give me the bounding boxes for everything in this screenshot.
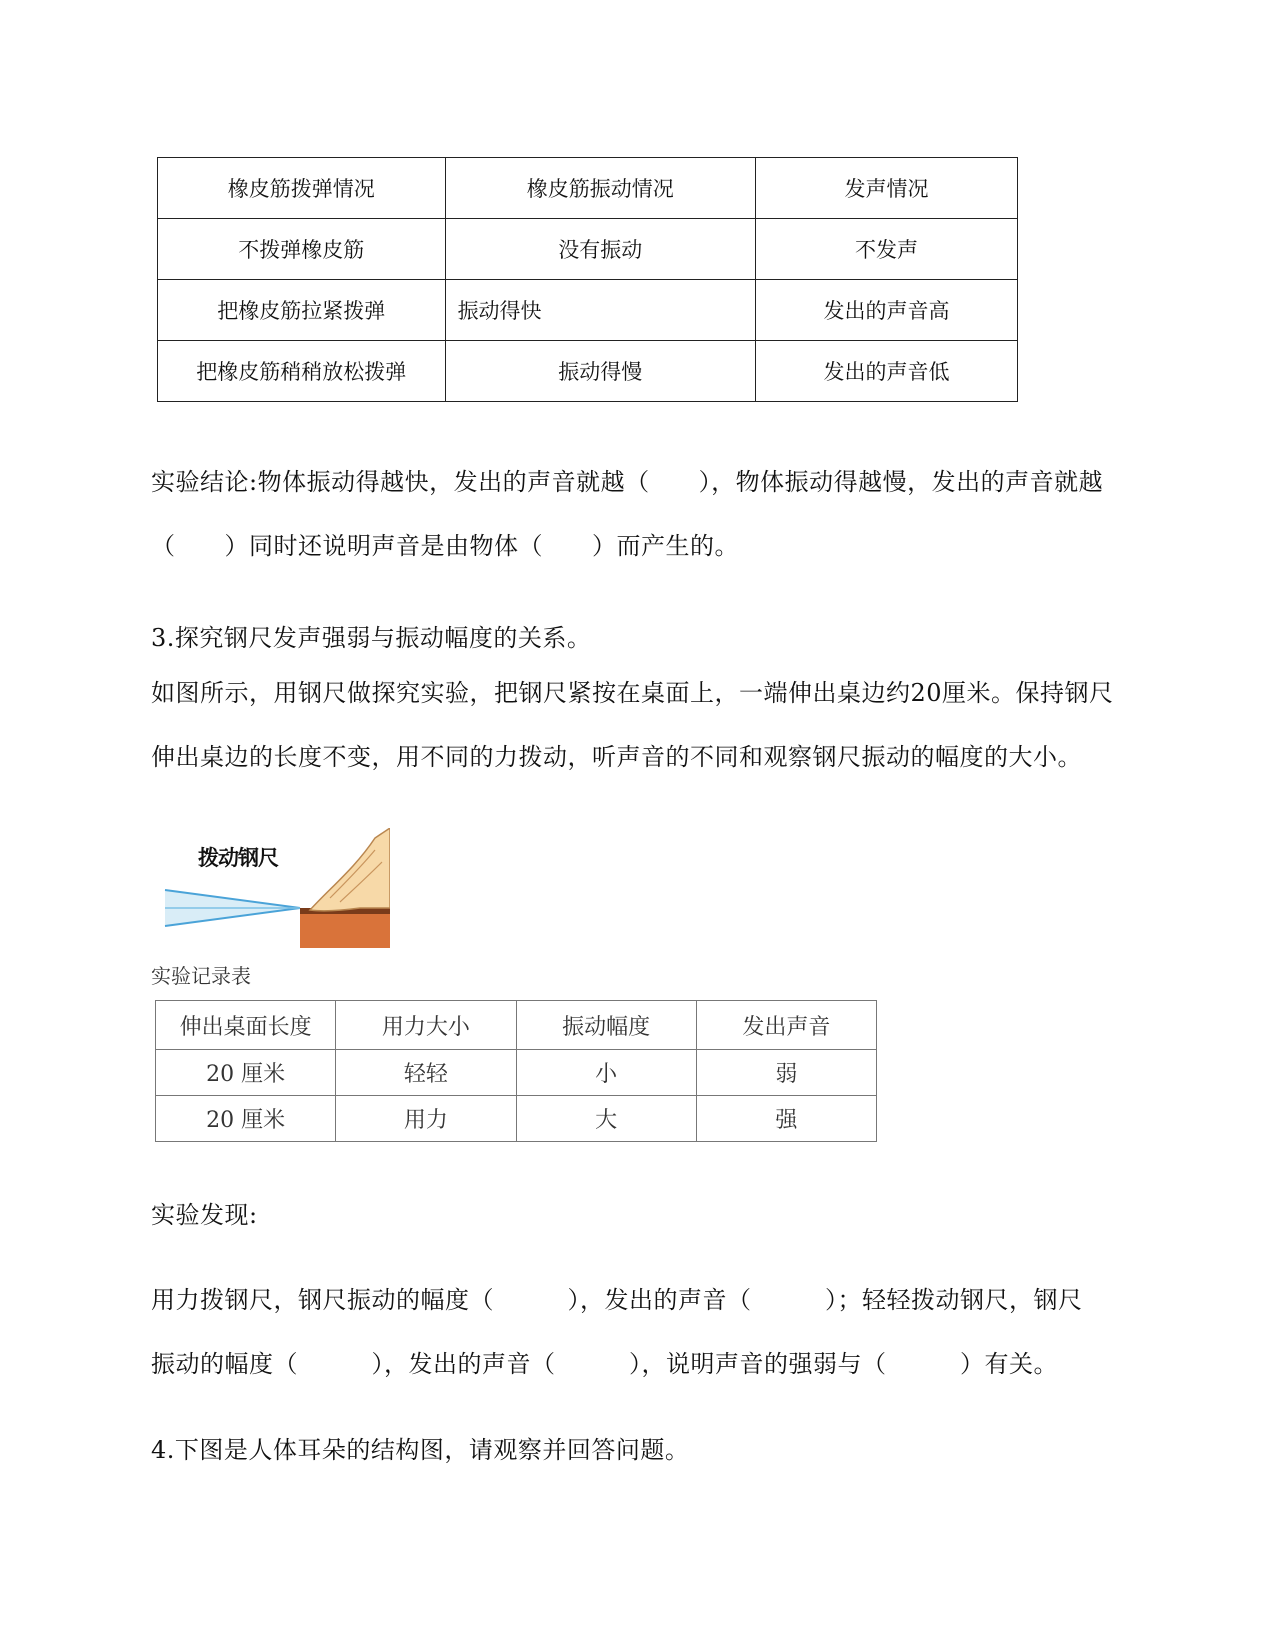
table-cell: 弱 [696,1050,876,1096]
table-cell: 振动得快 [445,280,755,341]
table-header-row [156,1001,877,1050]
table-row [158,280,1018,341]
section4-heading: 4.下图是人体耳朵的结构图，请观察并回答问题。 [151,1436,690,1464]
section3-paragraph-line-1: 如图所示，用钢尺做探究实验，把钢尺紧按在桌面上，一端伸出桌边约20厘米。保持钢尺 [151,679,1114,707]
table-cell: 发出的声音低 [755,341,1017,402]
table-cell: 橡皮筋拨弹情况 [158,158,446,219]
section3-heading: 3.探究钢尺发声强弱与振动幅度的关系。 [151,624,592,652]
table-header-cell: 伸出桌面长度 [156,1001,336,1050]
findings-title: 实验发现: [151,1201,258,1229]
conclusion-line-1: 实验结论:物体振动得越快，发出的声音就越（ ），物体振动得越慢，发出的声音就越 [151,468,1104,496]
table-header-cell: 发出声音 [696,1001,876,1050]
vibration-pitch-table [157,157,1018,402]
table-cell: 用力 [336,1096,516,1142]
table-row [156,1050,877,1096]
table-cell: 小 [516,1050,696,1096]
findings-line-1: 用力拨钢尺，钢尺振动的幅度（ ），发出的声音（ ）；轻轻拨动钢尺，钢尺 [151,1286,1083,1314]
illustration-label: 拨动钢尺 [198,846,278,870]
findings-line-2: 振动的幅度（ ），发出的声音（ ），说明声音的强弱与（ ）有关。 [151,1350,1058,1378]
table-cell: 发出的声音高 [755,280,1017,341]
table-header-cell: 用力大小 [336,1001,516,1050]
table-cell: 大 [516,1096,696,1142]
table-cell: 把橡皮筋拉紧拨弹 [158,280,446,341]
table-cell: 强 [696,1096,876,1142]
table-row [158,341,1018,402]
table-row [158,219,1018,280]
record-table [155,1000,877,1142]
table-cell: 发声情况 [755,158,1017,219]
table-cell: 橡皮筋振动情况 [445,158,755,219]
record-table-title: 实验记录表 [151,964,251,988]
conclusion-line-2: （ ）同时还说明声音是由物体（ ）而产生的。 [151,532,739,560]
table-cell: 不拨弹橡皮筋 [158,219,446,280]
table-cell: 20 厘米 [156,1096,336,1142]
table-header-cell: 振动幅度 [516,1001,696,1050]
table-cell: 振动得慢 [445,341,755,402]
section3-paragraph-line-2: 伸出桌边的长度不变，用不同的力拨动，听声音的不同和观察钢尺振动的幅度的大小。 [151,743,1082,771]
table-cell: 轻轻 [336,1050,516,1096]
table-cell: 不发声 [755,219,1017,280]
table-row [158,158,1018,219]
table-cell: 没有振动 [445,219,755,280]
table-cell: 20 厘米 [156,1050,336,1096]
table-row [156,1096,877,1142]
table-cell: 把橡皮筋稍稍放松拨弹 [158,341,446,402]
